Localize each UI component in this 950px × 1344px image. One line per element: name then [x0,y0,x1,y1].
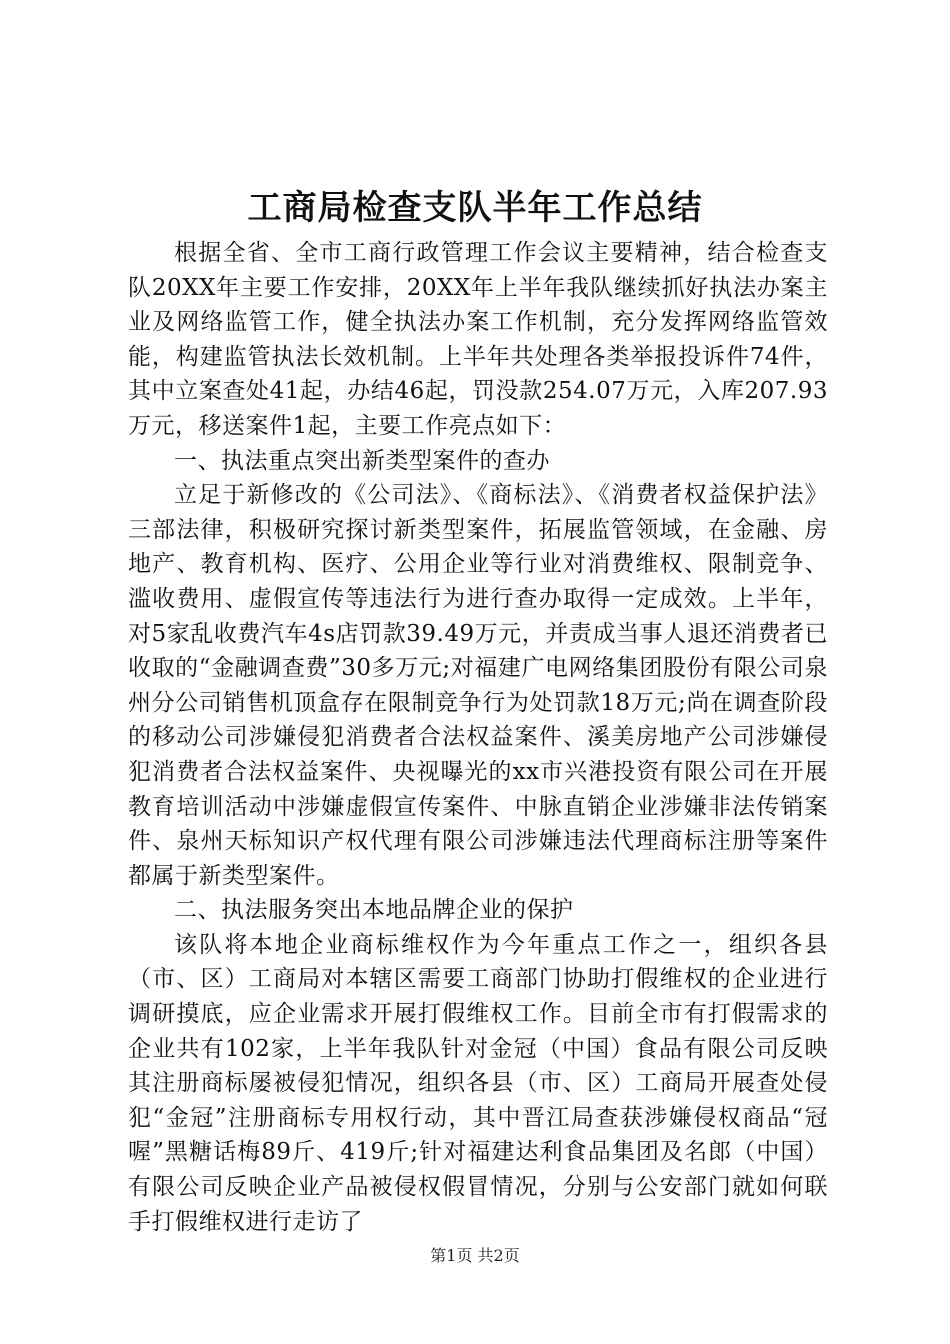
intro-paragraph: 根据全省、全市工商行政管理工作会议主要精神，结合检查支队20XX年主要工作安排，20XX年上半年我队继续抓好执法办案主业及网络监管工作，健全执法办案工作机制，充分发挥网络监管效能，构建监管执法长效机制。上半年共处理各类举报投诉件74件，其中立案查处41起，办结46起，罚没款254.07万元，入库207.93万元，移送案件1起，主要工作亮点如下： [128,240,828,439]
document-title: 工商局检查支队半年工作总结 [247,188,703,228]
section-heading-2: 二、执法服务突出本地品牌企业的保护 [174,897,574,924]
page-footer: 第1页 共2页 [430,1246,520,1265]
section-heading-1: 一、执法重点突出新类型案件的查办 [174,447,550,474]
section-2-paragraph: 该队将本地企业商标维权作为今年重点工作之一，组织各县（市、区）工商局对本辖区需要工商部门协助打假维权的企业进行调研摸底，应企业需求开展打假维权工作。目前全市有打假需求的企业共有102家，上半年我队针对金冠（中国）食品有限公司反映其注册商标屡被侵犯情况，组织各县（市、区）工商局开展查处侵犯“金冠”注册商标专用权行动，其中晋江局查获涉嫌侵权商品“冠喔”黑糖话梅89斤、419斤;针对福建达利食品集团及名郎（中国）有限公司反映企业产品被侵权假冒情况，分别与公安部门就如何联手打假维权进行走访了 [128,931,828,1235]
document-body [128,236,828,1239]
section-1-paragraph: 立足于新修改的《公司法》、《商标法》、《消费者权益保护法》三部法律，积极研究探讨新类型案件，拓展监管领域，在金融、房地产、教育机构、医疗、公用企业等行业对消费维权、限制竞争、滥收费用、虚假宣传等违法行为进行查办取得一定成效。上半年，对5家乱收费汽车4s店罚款39.49万元，并责成当事人退还消费者已收取的“金融调查费”30多万元;对福建广电网络集团股份有限公司泉州分公司销售机顶盒存在限制竞争行为处罚款18万元;尚在调查阶段的移动公司涉嫌侵犯消费者合法权益案件、溪美房地产公司涉嫌侵犯消费者合法权益案件、央视曝光的xx市兴港投资有限公司在开展教育培训活动中涉嫌虚假宣传案件、中脉直销企业涉嫌非法传销案件、泉州天标知识产权代理有限公司涉嫌违法代理商标注册等案件都属于新类型案件。 [128,482,828,889]
